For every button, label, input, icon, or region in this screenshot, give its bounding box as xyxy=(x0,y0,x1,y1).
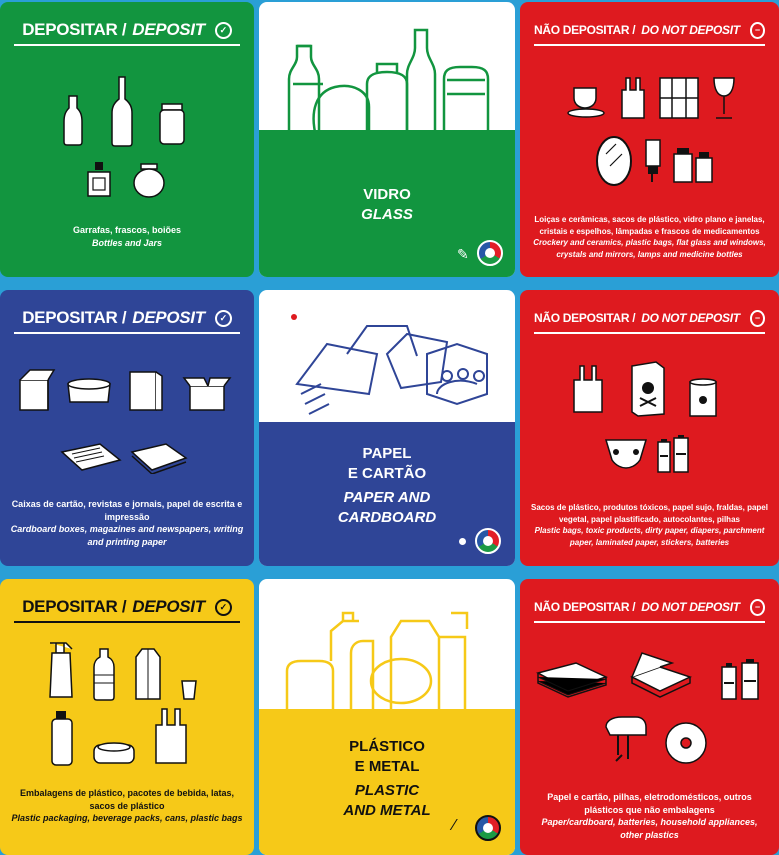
plastic-bottle-icon xyxy=(92,647,116,701)
beverage-pack-icon xyxy=(134,647,162,701)
minus-circle-icon: − xyxy=(750,22,765,39)
round-jar-icon xyxy=(132,162,166,198)
glass-deposit-caption xyxy=(10,224,244,249)
cd-icon xyxy=(664,721,708,765)
check-icon: ✓ xyxy=(215,310,232,327)
batteries-icon xyxy=(656,434,690,474)
title-pt-2: E METAL xyxy=(354,758,420,775)
plastic-items-illustration xyxy=(281,601,497,709)
check-icon: ✓ xyxy=(215,22,232,39)
caption-pt: Loiças e cerâmicas, sacos de plástico, vidro plano e janelas, cristais e espelhos, lâmpadas e frascos de medicamentos xyxy=(534,215,765,236)
recycling-logo-icon xyxy=(475,815,501,841)
caption-pt: Embalagens de plástico, pacotes de bebida, latas, sacos de plástico xyxy=(19,788,235,811)
caption-en: Paper/cardboard, batteries, household appliances, other plastics xyxy=(541,817,758,840)
plastic-bag-icon xyxy=(154,707,188,765)
wine-glass-icon xyxy=(712,76,736,120)
glass-deposit-header xyxy=(14,16,240,46)
mirror-icon xyxy=(594,134,634,188)
glass-no-caption xyxy=(530,214,769,260)
paper-no-deposit-header xyxy=(534,304,765,334)
header-en: DO NOT DEPOSIT xyxy=(641,600,740,614)
header-en: DO NOT DEPOSIT xyxy=(641,311,740,325)
recycling-logo-icon xyxy=(475,528,501,554)
header-pt: DEPOSITAR / xyxy=(22,308,127,327)
glass-bin-card xyxy=(259,2,515,277)
plastic-bin-title-en xyxy=(259,781,515,821)
header-pt: NÃO DEPOSITAR / xyxy=(534,23,636,37)
caption-pt: Sacos de plástico, produtos tóxicos, papel sujo, fraldas, papel vegetal, papel plastificado, autocolantes, pilhas xyxy=(531,503,768,524)
paper-roll-icon xyxy=(686,378,722,418)
batteries-icon xyxy=(720,657,760,701)
title-en-1: PLASTIC xyxy=(354,782,420,799)
plastic-bag-icon xyxy=(620,76,646,120)
caption-en: Crockery and ceramics, plastic bags, flat glass and windows, crystals and mirrors, lamps and medicine bottles xyxy=(533,238,766,259)
paper-bin-title-en xyxy=(259,488,515,528)
title-pt-1: PLÁSTICO xyxy=(349,738,425,755)
plastic-deposit-caption xyxy=(10,787,244,825)
header-en: DEPOSIT xyxy=(132,597,205,616)
perfume-bottle-icon xyxy=(86,160,112,198)
glass-bin-title xyxy=(259,185,515,225)
plastic-bag-icon xyxy=(572,364,604,414)
stacked-paper-icon xyxy=(130,440,188,474)
box-icon xyxy=(16,366,56,412)
paper-items-illustration xyxy=(287,324,497,424)
paper-deposit-caption xyxy=(10,498,244,548)
paper-bin-card xyxy=(259,290,515,566)
small-dot-icon xyxy=(459,538,466,545)
bottle-icon xyxy=(62,94,84,146)
header-pt: NÃO DEPOSITAR / xyxy=(534,311,636,325)
lamp-icon xyxy=(642,138,664,184)
plastic-deposit-card xyxy=(0,579,254,855)
glass-no-deposit-header xyxy=(534,16,765,46)
header-en: DEPOSIT xyxy=(132,308,205,327)
title-en-2: AND METAL xyxy=(343,802,431,819)
pen-icon: ⁄ xyxy=(453,817,456,834)
header-pt: NÃO DEPOSITAR / xyxy=(534,600,636,614)
glass-deposit-card xyxy=(0,2,254,277)
medicine-bottles-icon xyxy=(672,146,714,184)
plastic-no-deposit-card xyxy=(520,579,779,855)
plastic-deposit-header xyxy=(14,593,240,623)
recycling-logo-icon xyxy=(477,240,503,266)
window-icon xyxy=(658,76,700,120)
title-en-1: PAPER AND xyxy=(343,489,431,506)
toxic-box-icon xyxy=(628,360,668,418)
paper-deposit-header xyxy=(14,304,240,334)
caption-en: Plastic bags, toxic products, dirty paper, diapers, parchment paper, laminated paper, stickers, batteries xyxy=(534,526,765,547)
title-pt: VIDRO xyxy=(363,186,411,203)
egg-carton-icon xyxy=(64,376,114,408)
newspapers-icon xyxy=(60,440,122,474)
cup-icon xyxy=(566,80,606,120)
glass-items-illustration xyxy=(279,24,499,134)
title-pt-1: PAPEL xyxy=(362,445,412,462)
title-en-2: CARDBOARD xyxy=(337,509,437,526)
open-box-icon xyxy=(182,372,232,412)
caption-pt: Caixas de cartão, revistas e jornais, papel de escrita e impressão xyxy=(11,499,243,522)
caption-en: Plastic packaging, beverage packs, cans, plastic bags xyxy=(11,813,243,823)
cup-icon xyxy=(180,679,198,701)
minus-circle-icon: − xyxy=(750,599,765,616)
paper-bin-title-pt xyxy=(259,444,515,484)
title-pt-2: E CARTÃO xyxy=(347,465,427,482)
plastic-no-deposit-header xyxy=(534,593,765,623)
mixer-icon xyxy=(600,715,650,763)
paper-deposit-card xyxy=(0,290,254,566)
paper-stack-icon xyxy=(536,659,608,701)
header-en: DEPOSIT xyxy=(132,20,205,39)
red-dot-icon xyxy=(291,314,297,320)
paper-no-caption xyxy=(530,502,769,548)
pizza-box-icon xyxy=(628,647,694,699)
caption-pt: Papel e cartão, pilhas, eletrodomésticos, outros plásticos que não embalagens xyxy=(547,792,752,815)
caption-en: Cardboard boxes, magazines and newspapers, writing and printing paper xyxy=(10,524,244,547)
caption-en: Bottles and Jars xyxy=(91,237,163,248)
plastic-bin-title-pt xyxy=(259,737,515,777)
pen-icon: ✎ xyxy=(457,246,469,262)
can-icon xyxy=(50,709,74,767)
diaper-icon xyxy=(604,436,648,470)
plastic-no-caption xyxy=(530,791,769,841)
glass-no-deposit-card xyxy=(520,2,779,277)
caption-pt: Garrafas, frascos, boiões xyxy=(72,225,182,235)
header-pt: DEPOSITAR / xyxy=(22,20,127,39)
tin-icon xyxy=(92,739,136,769)
paper-bag-icon xyxy=(128,366,164,412)
paper-no-deposit-card xyxy=(520,290,779,566)
header-pt: DEPOSITAR / xyxy=(22,597,127,616)
spray-bottle-icon xyxy=(46,639,76,701)
wine-bottle-icon xyxy=(110,75,134,147)
minus-circle-icon: − xyxy=(750,310,765,327)
jar-icon xyxy=(158,102,186,146)
plastic-bin-card xyxy=(259,579,515,855)
header-en: DO NOT DEPOSIT xyxy=(641,23,740,37)
check-icon: ✓ xyxy=(215,599,232,616)
title-en: GLASS xyxy=(361,206,413,223)
